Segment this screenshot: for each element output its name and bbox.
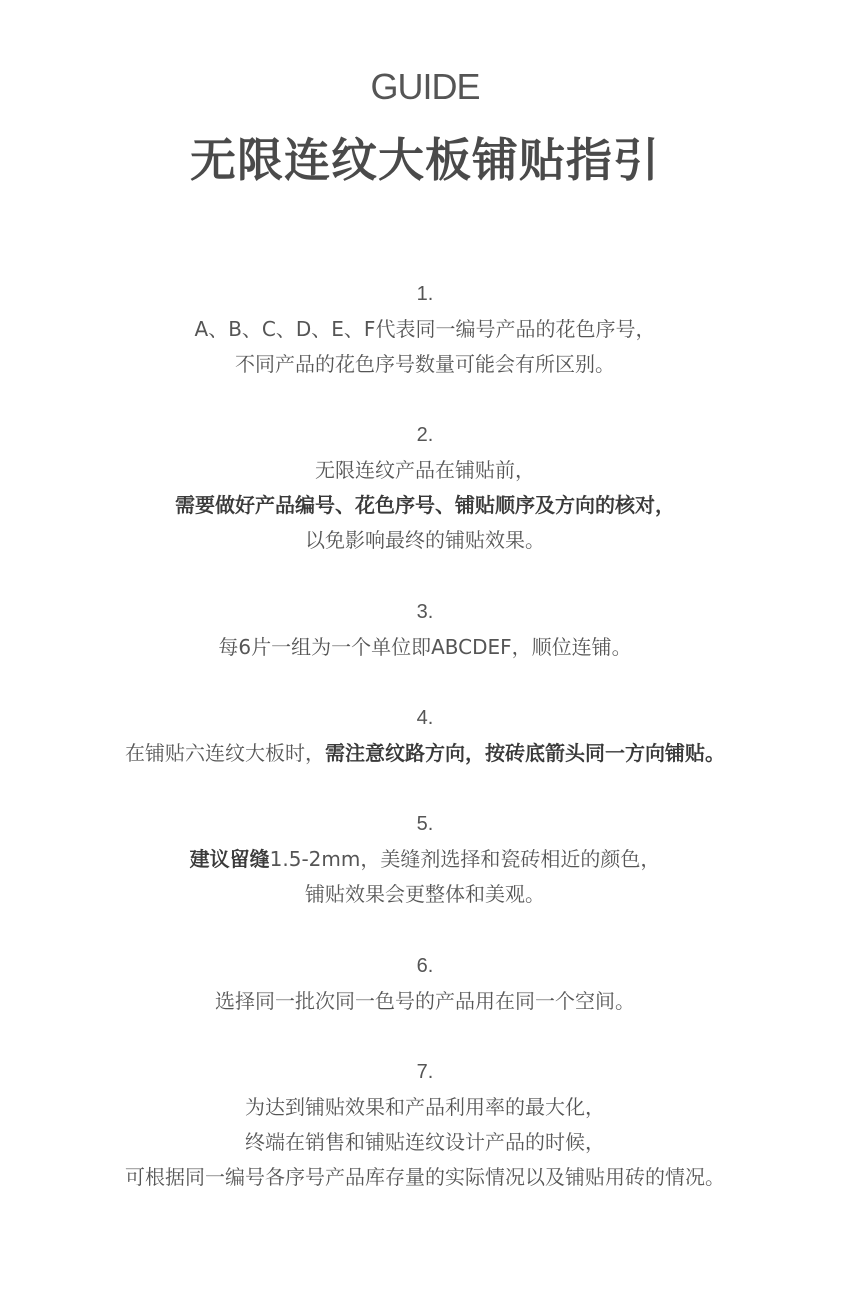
guide-item-3 (0, 595, 850, 665)
item-text-line-bold: 需要做好产品编号、花色序号、铺贴顺序及方向的核对， (175, 493, 675, 517)
page-title: 无限连纹大板铺贴指引 (190, 133, 660, 187)
item-text-line: 不同产品的花色序号数量可能会有所区别。 (235, 352, 615, 376)
item-text-line: 选择同一批次同一色号的产品用在同一个空间。 (215, 989, 635, 1013)
item-text-line: 每6片一组为一个单位即ABCDEF，顺位连铺。 (218, 635, 632, 659)
item-text-line: 为达到铺贴效果和产品利用率的最大化， (245, 1095, 605, 1119)
item-number: 1. (416, 283, 434, 305)
item-number: 4. (416, 707, 434, 729)
item-text-line: 以免影响最终的铺贴效果。 (305, 528, 545, 552)
item-number: 6. (416, 955, 434, 977)
item-number: 2. (416, 424, 434, 446)
item-text-line: 无限连纹产品在铺贴前， (315, 458, 535, 482)
guide-item-2 (0, 418, 850, 558)
item-text-normal: 在铺贴六连纹大板时， (125, 741, 325, 765)
guide-heading: GUIDE (370, 66, 480, 107)
item-text-line: 可根据同一编号各序号产品库存量的实际情况以及铺贴用砖的情况。 (125, 1165, 725, 1189)
item-text-bold: 需注意纹路方向，按砖底箭头同一方向铺贴。 (325, 741, 725, 765)
item-text-bold: 建议留缝 (189, 847, 270, 871)
guide-item-4 (0, 701, 850, 771)
guide-item-1 (0, 277, 850, 382)
item-text-normal: 1.5-2mm，美缝剂选择和瓷砖相近的颜色， (269, 847, 661, 871)
guide-item-5 (0, 807, 850, 912)
item-text-line: 铺贴效果会更整体和美观。 (305, 882, 545, 906)
item-text-line (0, 736, 850, 771)
guide-item-7 (0, 1055, 850, 1195)
item-number: 5. (416, 813, 434, 835)
item-number: 3. (416, 601, 434, 623)
item-number: 7. (416, 1061, 434, 1083)
guide-item-6 (0, 949, 850, 1019)
item-text-line: 终端在销售和铺贴连纹设计产品的时候， (245, 1130, 605, 1154)
item-text-line (0, 842, 850, 877)
item-text-line: A、B、C、D、E、F代表同一编号产品的花色序号， (194, 317, 656, 341)
